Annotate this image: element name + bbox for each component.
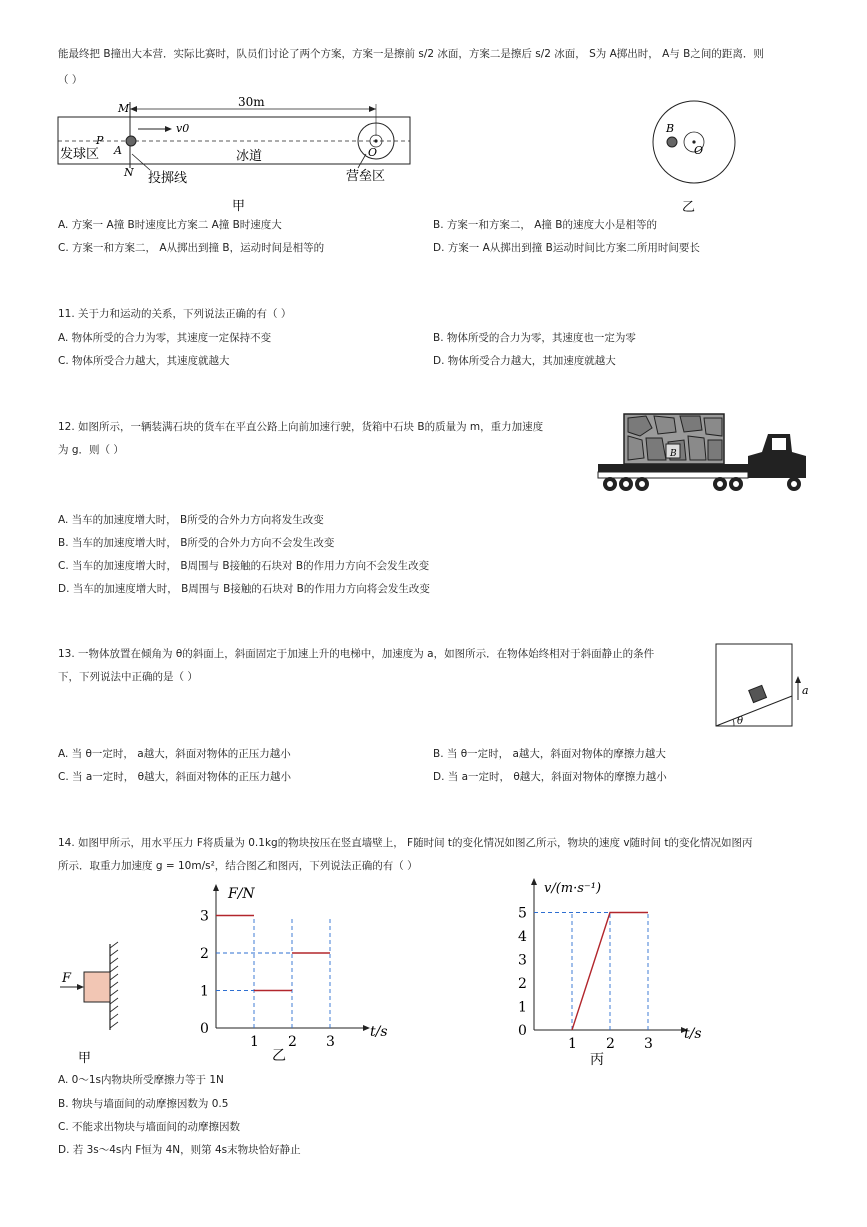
y-tick-label: 2: [200, 946, 209, 962]
label-ying-lei-qu: 营垒区: [346, 169, 386, 184]
q11-option-d[interactable]: D. 物体所受合力越大，其加速度就越大: [433, 355, 616, 367]
label-n: N: [124, 166, 134, 179]
label-o-yi: O: [694, 144, 704, 157]
f-label: F: [62, 971, 72, 986]
q12-stem-line2: 为 g．则（ ）: [58, 444, 124, 456]
x-tick-label: 3: [644, 1036, 653, 1052]
q14-figure-jia: [56, 938, 126, 1064]
q13-option-d[interactable]: D. 当 a一定时， θ越大，斜面对物体的摩擦力越小: [433, 771, 667, 783]
chart-f-t-ylabel: F/N: [228, 886, 255, 902]
stone-a: [126, 136, 136, 146]
stone-b: [667, 137, 677, 147]
y-tick-label: 1: [200, 983, 209, 1000]
q11-stem: 11. 关于力和运动的关系，下列说法正确的有（ ）: [58, 308, 292, 320]
truck-figure: [596, 412, 810, 496]
q13-stem-line2: 下，下列说法中正确的是（ ）: [58, 671, 198, 683]
caption-jia: 甲: [232, 199, 246, 214]
q14-option-b[interactable]: B. 物块与墙面间的动摩擦因数为 0.5: [58, 1098, 229, 1110]
q14-option-c[interactable]: C. 不能求出物块与墙面间的动摩擦因数: [58, 1121, 241, 1133]
block-on-wall: [84, 972, 110, 1002]
chart-v-t-axes: [531, 878, 688, 1033]
q12-option-d[interactable]: D. 当车的加速度增大时， B周围与 B接触的石块对 B的作用力方向将会发生改变: [58, 583, 430, 595]
y-tick-label: 2: [518, 976, 527, 992]
q11-option-a[interactable]: A. 物体所受的合力为零，其速度一定保持不变: [58, 332, 272, 344]
y-tick-label: 3: [518, 952, 527, 969]
chart-v-t-caption: 丙: [590, 1052, 604, 1068]
label-b-truck: B: [670, 449, 677, 459]
chart-v-t: [514, 872, 710, 1068]
q12-stem-line1: 12. 如图所示，一辆装满石块的货车在平直公路上向前加速行驶，货箱中石块 B的质量为 m，重力加速度: [58, 421, 544, 433]
q10-option-c[interactable]: C. 方案一和方案二， A从掷出到撞 B，运动时间是相等的: [58, 242, 325, 254]
q12-option-a[interactable]: A. 当车的加速度增大时， B所受的合外力方向将发生改变: [58, 514, 324, 526]
label-a: A: [114, 144, 122, 157]
q10-option-a[interactable]: A. 方案一 A撞 B时速度比方案二 A撞 B时速度大: [58, 219, 282, 231]
q14-option-a[interactable]: A. 0～1s内物块所受摩擦力等于 1N: [58, 1074, 224, 1086]
q12-option-c[interactable]: C. 当车的加速度增大时， B周围与 B接触的石块对 B的作用力方向不会发生改变: [58, 560, 430, 572]
label-b: B: [666, 122, 675, 135]
x-tick-label: 2: [606, 1036, 615, 1052]
x-tick-label: 1: [568, 1036, 577, 1052]
q12-option-b[interactable]: B. 当车的加速度增大时， B所受的合外力方向不会发生改变: [58, 537, 335, 549]
q10-figure-jia: [56, 96, 416, 214]
block: [749, 685, 767, 702]
label-o: O: [368, 146, 378, 159]
q10-stem-line1: 能最终把 B撞出大本营．实际比赛时，队员们讨论了两个方案，方案一是擦前 s/2 冰面，方案二是擦后 s/2 冰面， S为 A掷出时， A与 B之间的距离．则: [58, 48, 764, 60]
y-tick-label: 3: [200, 908, 209, 925]
q13-stem-line1: 13. 一物体放置在倾角为 θ的斜面上，斜面固定于加速上升的电梯中，加速度为 a，如图所示．在物体始终相对于斜面静止的条件: [58, 648, 655, 660]
q14-stem-line1: 14. 如图甲所示，用水平压力 F将质量为 0.1kg的物块按压在竖直墙壁上， F随时间 t的变化情况如图乙所示，物块的速度 v随时间 t的变化情况如图丙: [58, 837, 753, 849]
q10-stem-line2: （ ）: [58, 74, 83, 86]
label-tou-zhi-xian: 投掷线: [148, 171, 188, 186]
label-bing-dao: 冰道: [236, 149, 263, 164]
elevator-box: [716, 644, 792, 726]
label-p: P: [96, 134, 104, 147]
q10-figure-yi: [646, 96, 746, 214]
label-m: M: [118, 102, 130, 115]
x-tick-label: 2: [288, 1034, 297, 1050]
q11-option-c[interactable]: C. 物体所受合力越大，其速度就越大: [58, 355, 230, 367]
q11-option-b[interactable]: B. 物体所受的合力为零，其速度也一定为零: [433, 332, 636, 344]
y-tick-label: 5: [518, 905, 527, 922]
q10-option-b[interactable]: B. 方案一和方案二， A撞 B的速度大小是相等的: [433, 219, 657, 231]
v0-label: v0: [176, 122, 190, 135]
x-tick-label: 1: [250, 1034, 259, 1050]
q14-option-d[interactable]: D. 若 3s～4s内 F恒为 4N，则第 4s末物块恰好静止: [58, 1144, 301, 1156]
label-fa-qiu-qu: 发球区: [60, 147, 100, 162]
distance-label: 30m: [238, 96, 265, 109]
y-tick-label: 0: [518, 1023, 527, 1039]
chart-f-t-axes: [213, 884, 370, 1031]
chart-f-t-caption: 乙: [272, 1048, 286, 1064]
q13-option-b[interactable]: B. 当 θ一定时， a越大，斜面对物体的摩擦力越大: [433, 748, 666, 760]
y-tick-label: 4: [518, 929, 527, 945]
q10-option-d[interactable]: D. 方案一 A从掷出到撞 B运动时间比方案二所用时间要长: [433, 242, 700, 254]
theta-label: θ: [737, 716, 744, 727]
caption-jia-14: 甲: [78, 1051, 92, 1064]
chart-v-t-xlabel: t/s: [684, 1026, 702, 1042]
chart-f-t-xlabel: t/s: [370, 1024, 388, 1040]
q13-option-a[interactable]: A. 当 θ一定时， a越大，斜面对物体的正压力越小: [58, 748, 291, 760]
caption-yi: 乙: [682, 200, 696, 214]
chart-f-t: [198, 876, 394, 1066]
x-tick-label: 3: [326, 1034, 335, 1050]
q13-option-c[interactable]: C. 当 a一定时， θ越大，斜面对物体的正压力越小: [58, 771, 292, 783]
incline-figure: [714, 642, 814, 732]
y-tick-label: 0: [200, 1021, 209, 1037]
chart-v-t-ylabel: v/(m·s⁻¹): [544, 881, 602, 896]
q14-stem-line2: 所示．取重力加速度 g = 10m/s²，结合图乙和图丙，下列说法正确的有（ ）: [58, 860, 418, 872]
a-label: a: [802, 684, 809, 697]
y-tick-label: 1: [518, 999, 527, 1016]
